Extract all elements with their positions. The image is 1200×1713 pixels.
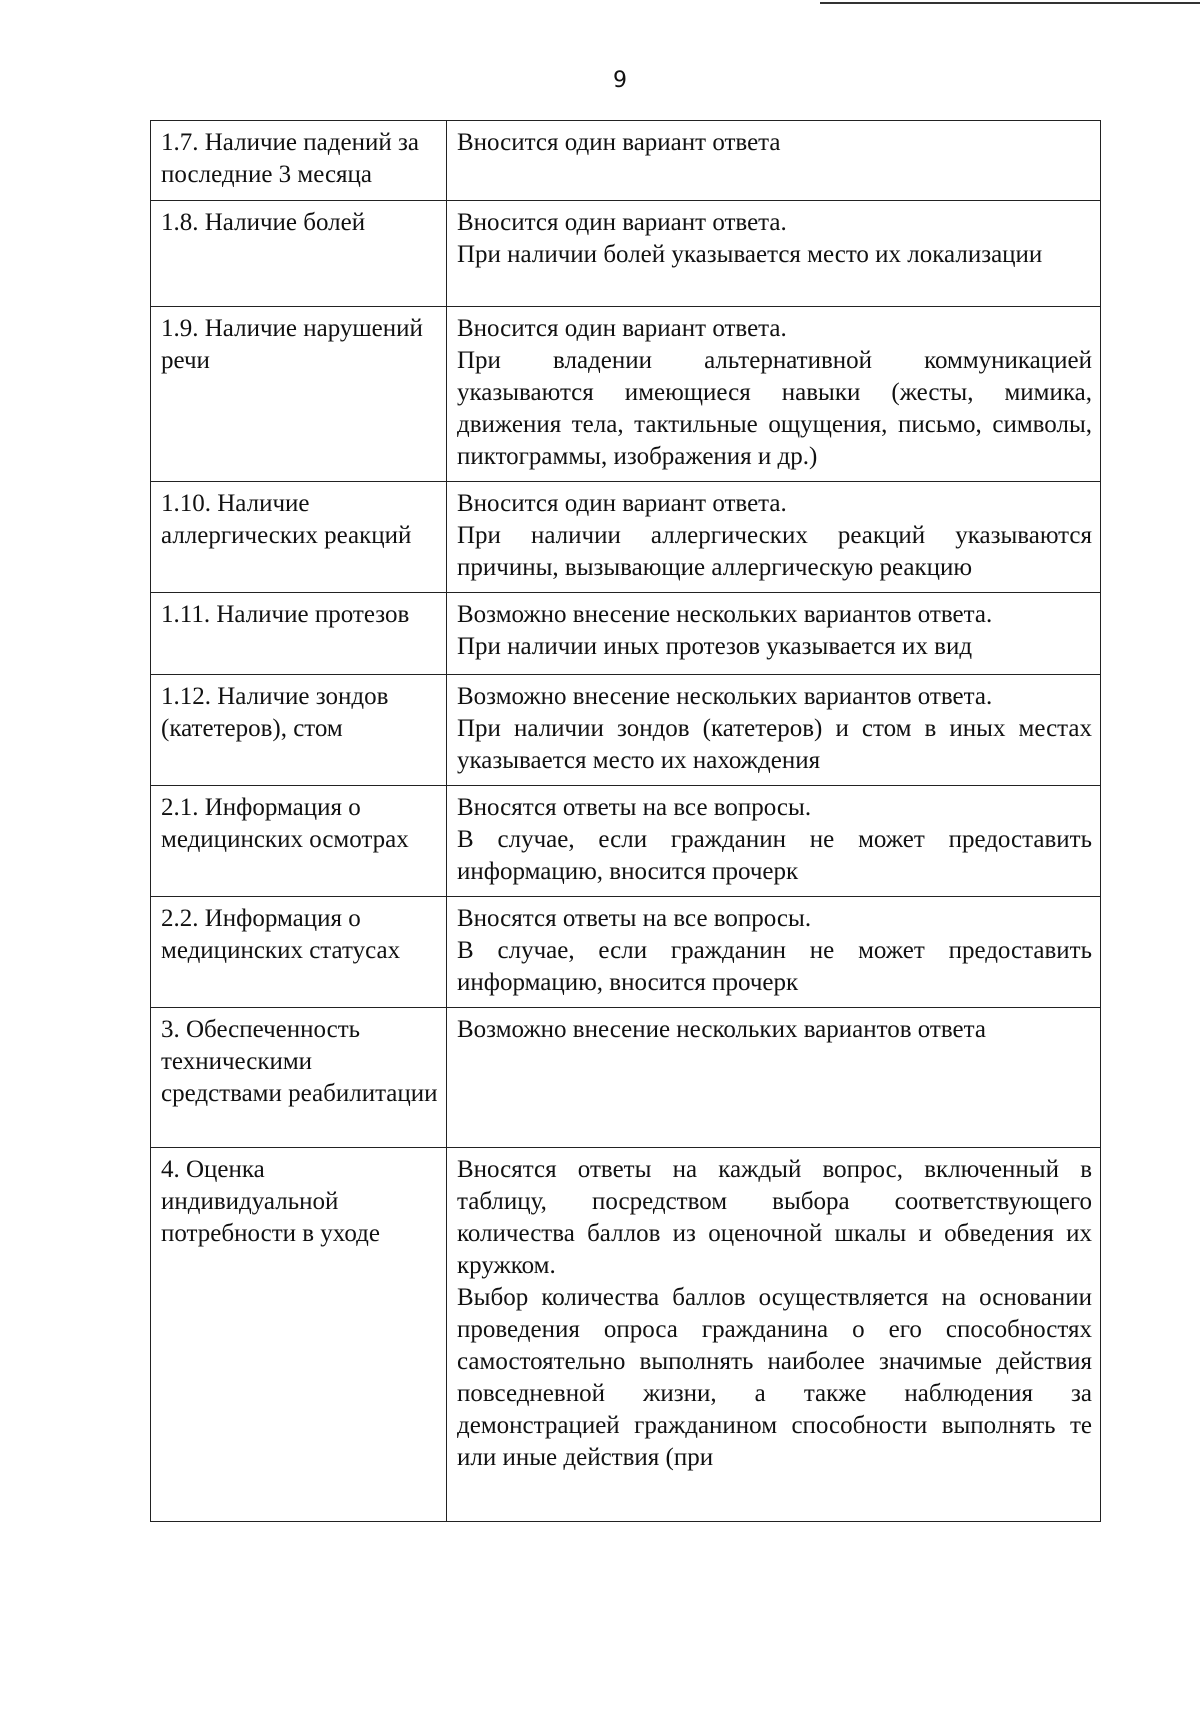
table-row	[151, 1008, 1101, 1148]
description-paragraph: Возможно внесение нескольких вариантов ответа	[457, 1016, 986, 1043]
description-paragraph: Вносится один вариант ответа	[457, 129, 781, 156]
description-paragraph: Вносятся ответы на все вопросы.	[457, 794, 812, 821]
table-row	[151, 121, 1101, 201]
table-row	[151, 201, 1101, 307]
table-row	[151, 675, 1101, 786]
row-label: 1.12. Наличие зондов (катетеров), стом	[151, 675, 447, 786]
row-label: 4. Оценка индивидуальной потребности в уходе	[151, 1148, 447, 1522]
row-label: 1.11. Наличие протезов	[151, 593, 447, 675]
description-paragraph: При владении альтернативной коммуникацией указываются имеющиеся навыки (жесты, мимика, движения тела, тактильные ощущения, письмо, символы, пиктограммы, изображения и др.)	[457, 347, 1092, 470]
row-description	[447, 897, 1101, 1008]
row-label: 1.9. Наличие нарушений речи	[151, 307, 447, 482]
description-paragraph: Возможно внесение нескольких вариантов ответа.	[457, 601, 993, 628]
row-description	[447, 307, 1101, 482]
row-description	[447, 482, 1101, 593]
page-number: 9	[613, 68, 627, 93]
table-row	[151, 897, 1101, 1008]
instructions-table	[150, 120, 1101, 1522]
row-label: 1.10. Наличие аллергических реакций	[151, 482, 447, 593]
description-paragraph: Вносится один вариант ответа.	[457, 209, 787, 236]
row-description	[447, 201, 1101, 307]
row-label: 1.7. Наличие падений за последние 3 месяца	[151, 121, 447, 201]
description-paragraph: При наличии зондов (катетеров) и стом в иных местах указывается место их нахождения	[457, 715, 1092, 774]
description-paragraph: В случае, если гражданин не может предоставить информацию, вносится прочерк	[457, 937, 1092, 996]
row-description	[447, 1148, 1101, 1522]
row-label: 1.8. Наличие болей	[151, 201, 447, 307]
row-description	[447, 675, 1101, 786]
table-row	[151, 307, 1101, 482]
row-description	[447, 1008, 1101, 1148]
row-description	[447, 121, 1101, 201]
table-row	[151, 482, 1101, 593]
description-paragraph: Вносятся ответы на все вопросы.	[457, 905, 812, 932]
row-label: 2.1. Информация о медицинских осмотрах	[151, 786, 447, 897]
top-edge-rule	[820, 2, 1200, 4]
description-paragraph: Возможно внесение нескольких вариантов ответа.	[457, 683, 993, 710]
description-paragraph: При наличии болей указывается место их локализации	[457, 241, 1043, 268]
table-body	[151, 121, 1101, 1522]
row-description	[447, 786, 1101, 897]
description-paragraph: Вносится один вариант ответа.	[457, 315, 787, 342]
table-row	[151, 1148, 1101, 1522]
table-row	[151, 593, 1101, 675]
description-paragraph: При наличии аллергических реакций указываются причины, вызывающие аллергическую реакцию	[457, 522, 1092, 581]
description-paragraph: При наличии иных протезов указывается их вид	[457, 633, 973, 660]
table-row	[151, 786, 1101, 897]
description-paragraph: Выбор количества баллов осуществляется на основании проведения опроса гражданина о его способностях самостоятельно выполнять наиболее значимые действия повседневной жизни, а также наблюдения за демонстрацией гражданином способности выполнять те или иные действия (при	[457, 1284, 1092, 1471]
row-label: 3. Обеспеченность техническими средствами реабилитации	[151, 1008, 447, 1148]
description-paragraph: В случае, если гражданин не может предоставить информацию, вносится прочерк	[457, 826, 1092, 885]
row-description	[447, 593, 1101, 675]
description-paragraph: Вносится один вариант ответа.	[457, 490, 787, 517]
row-label: 2.2. Информация о медицинских статусах	[151, 897, 447, 1008]
description-paragraph: Вносятся ответы на каждый вопрос, включенный в таблицу, посредством выбора соответствующего количества баллов из оценочной шкалы и обведения их кружком.	[457, 1156, 1092, 1279]
